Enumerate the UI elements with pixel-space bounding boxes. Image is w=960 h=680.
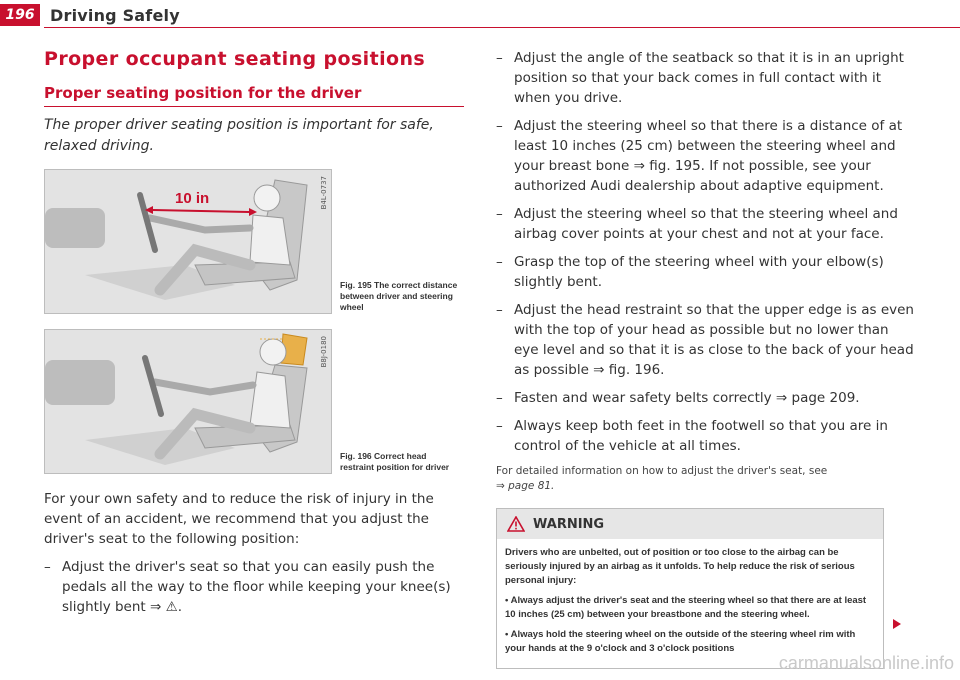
driver-head-shape [260,339,286,365]
distance-label: 10 in [175,190,210,207]
page-title: Proper occupant seating positions [44,48,426,70]
list-item-text: Adjust the driver's seat so that you can easily push the pedals all the way to the floor while keeping your knee(s) slightly bent ⇒ ⚠. [62,559,451,615]
body-paragraph: For your own safety and to reduce the risk of injury in the event of an accident, we recommend that you adjust the driver's seat to the following position: [44,491,434,547]
page-header [0,0,960,30]
list-item: – Fasten and wear safety belts correctly ⇒ page 209. [496,390,860,406]
list-item: – Grasp the top of the steering wheel with your elbow(s) slightly bent. [496,254,884,290]
list-item: – Adjust the angle of the seatback so that it is in an upright position so that your back comes in full contact with it when you drive. [496,50,904,106]
left-column [44,48,464,617]
section-title: Driving Safely [50,6,180,25]
figure-196-code: B8J-0180 [320,336,328,368]
warning-title: WARNING [533,516,605,532]
warning-header [497,509,883,539]
figure-195-caption-text: The correct distance between driver and steering wheel [340,280,458,312]
list-item-text: Always keep both feet in the footwell so that you are in control of the vehicle at all times. [514,418,888,454]
warning-body [497,539,883,668]
figure-195-number: Fig. 195 [340,280,372,290]
driver-torso-shape [250,372,290,428]
figure-196-caption [340,451,460,473]
warning-box [496,508,884,669]
head-restraint-illustration [45,330,332,474]
figure-196-image [44,329,332,474]
intro-text: The proper driver seating position is important for safe, relaxed driving. [44,117,434,154]
subsection-title: Proper seating position for the driver [44,84,464,107]
header-rule [44,27,960,28]
warning-item: • Always hold the steering wheel on the outside of the steering wheel rim with your hands at the 9 o'clock and 3 o'clock positions [505,629,856,654]
list-item-text: Adjust the steering wheel so that there is a distance of at least 10 inches (25 cm) between the steering wheel and your breast bone ⇒ fig. 195. If not possible, see your authorized Audi dealership about adaptive equipment. [514,118,903,194]
list-item-text: Grasp the top of the steering wheel with your elbow(s) slightly bent. [514,254,884,290]
figure-196-number: Fig. 196 [340,451,372,461]
list-item-text: Adjust the steering wheel so that the steering wheel and airbag cover points at your chest and not at your face. [514,206,898,242]
list-item: – Always keep both feet in the footwell so that you are in control of the vehicle at all times. [496,418,888,454]
driver-torso-shape [250,215,290,265]
warning-triangle-icon [507,516,525,532]
list-item-text: Adjust the angle of the seatback so that it is in an upright position so that your back comes in full contact with it when you drive. [514,50,904,106]
figure-195-image [44,169,332,314]
right-column [496,48,916,669]
figure-196-caption-text: Correct head restraint position for driver [340,451,450,472]
watermark: carmanualsonline.info [778,653,954,673]
list-item: – Adjust the steering wheel so that the steering wheel and airbag cover points at your chest and not at your face. [496,206,898,242]
figure-196 [44,329,464,477]
continue-arrow-icon [893,619,901,629]
list-item: – Adjust the driver's seat so that you can easily push the pedals all the way to the floor while keeping your knee(s) slightly bent ⇒ ⚠. [44,559,451,615]
note-text: For detailed information on how to adjust the driver's seat, see [496,465,828,477]
list-item: – Adjust the steering wheel so that there is a distance of at least 10 inches (25 cm) between the steering wheel and your breast bone ⇒ fig. 195. If not possible, see your authorized Audi dealership about adaptive equipment. [496,118,903,194]
warning-item: • Always adjust the driver's seat and the steering wheel so that there are at least 10 inches (25 cm) between your breastbone and the steering wheel. [505,595,867,620]
warning-lead: Drivers who are unbelted, out of position or too close to the airbag can be seriously injured by an airbag as it unfolds. To help reduce the risk of serious personal injury: [505,547,855,586]
list-item-text: Fasten and wear safety belts correctly ⇒ page 209. [514,390,860,406]
seat-adjust-note [496,464,916,494]
dashboard-shape [45,360,115,405]
driver-distance-illustration [45,170,332,314]
driver-head-shape [254,185,280,211]
figure-195-code: B4L-0737 [320,176,328,210]
list-item-text: Adjust the head restraint so that the upper edge is as even with the top of your head as possible but no lower than eye level and so that it is as close to the back of your head as possible ⇒ fig. 196. [514,302,914,378]
figure-195-caption [340,280,460,313]
figure-195 [44,169,464,317]
list-item: – Adjust the head restraint so that the upper edge is as even with the top of your head as possible but no lower than eye level and so that it is as close to the back of your head as possible ⇒ fig. 196. [496,302,914,378]
page-reference-link[interactable]: ⇒ page 81. [496,480,555,492]
page-number: 196 [0,4,40,26]
dashboard-shape [45,208,105,248]
